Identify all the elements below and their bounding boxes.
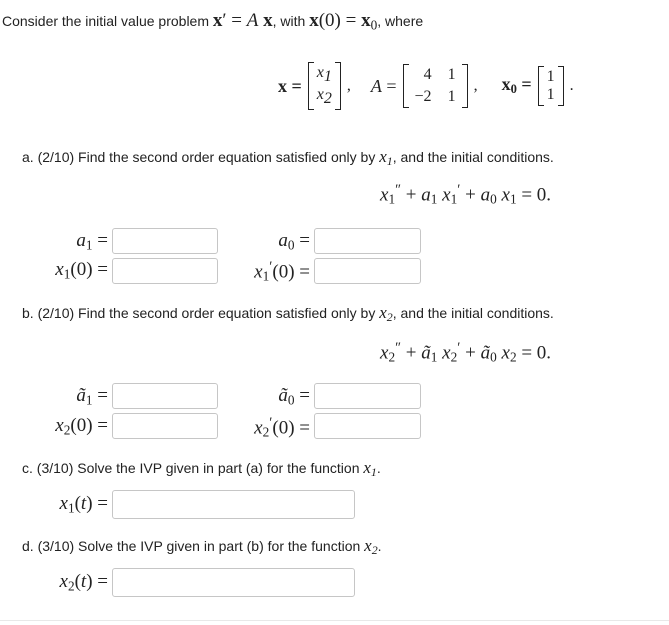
part-b-equation: $x_2''$ + $ã_1$ $x_2'$ + $ã_0$ $x_2 = 0$.	[380, 340, 552, 365]
intro-text-before: Consider the initial value problem	[2, 13, 209, 29]
A-entry-21: −2	[414, 88, 432, 105]
a0-label: $a_0$ =	[278, 230, 310, 253]
dx2-0-label: $x_2'(0)$ =	[254, 415, 310, 440]
x-label: x =	[278, 75, 302, 96]
x1-0-label: $x_1(0)$ =	[55, 259, 108, 282]
x2-0-label: $x_2(0)$ =	[55, 415, 108, 438]
a1-label: $a_1$ =	[76, 230, 108, 253]
A-matrix	[403, 64, 468, 108]
x1-t-input[interactable]	[112, 490, 355, 519]
x0-label: $x_0$ =	[501, 74, 532, 97]
a1-tilde-label: $ã_1$ =	[76, 385, 108, 408]
bottom-divider	[0, 620, 669, 621]
dx1-0-label: $x_1'(0)$ =	[254, 259, 310, 284]
A-entry-22: 1	[447, 88, 456, 105]
a0-tilde-label: $ã_0$ =	[278, 385, 310, 408]
part-d-prompt: d. (3/10) Solve the IVP given in part (b) for the function $x_2$.	[22, 536, 382, 557]
part-a-equation: $x_1'' + a_1$ $x_1' + a_0$ $x_1 = 0$.	[380, 182, 552, 207]
x2-t-input[interactable]	[112, 568, 355, 597]
intro-math-ic: $x(0) = x_0$	[309, 10, 378, 33]
x0-entry-2: 1	[546, 86, 555, 103]
x0-entry-1: 1	[546, 68, 555, 85]
x1-t-label: $x_1(t)$ =	[59, 493, 108, 516]
x2-t-label: $x_2(t)$ =	[59, 571, 108, 594]
definitions-row: x = x1 x2 , A = 4 1 −2 1 , $x_0$ = 1 1 .	[278, 62, 574, 110]
a1-input[interactable]	[112, 228, 218, 254]
x2-0-input[interactable]	[112, 413, 218, 439]
a1-tilde-input[interactable]	[112, 383, 218, 409]
part-b-prompt: b. (2/10) Find the second order equation satisfied only by $x_2$, and the initial conditions.	[22, 303, 554, 324]
x0-vector	[538, 66, 564, 106]
A-entry-12: 1	[447, 66, 456, 83]
dx1-0-input[interactable]	[314, 258, 421, 284]
intro-line: Consider the initial value problem x′ = A x, with $x(0) = x_0$, where	[2, 10, 424, 33]
x-vector-entry-2: x2	[316, 86, 332, 107]
part-c-prompt: c. (3/10) Solve the IVP given in part (a) for the function $x_1$.	[22, 458, 381, 479]
dx2-0-input[interactable]	[314, 413, 421, 439]
a0-tilde-input[interactable]	[314, 383, 421, 409]
intro-text-middle: with	[280, 13, 306, 29]
x-vector-entry-1: x1	[316, 64, 332, 85]
intro-text-after: , where	[377, 13, 424, 29]
A-label: A =	[370, 75, 397, 96]
A-entry-11: 4	[423, 66, 432, 83]
a0-input[interactable]	[314, 228, 421, 254]
part-a-prompt: a. (2/10) Find the second order equation satisfied only by $x_1$, and the initial conditions.	[22, 147, 554, 168]
x1-0-input[interactable]	[112, 258, 218, 284]
x-vector	[308, 62, 341, 110]
intro-math-equation: x′ = A x	[212, 10, 273, 31]
